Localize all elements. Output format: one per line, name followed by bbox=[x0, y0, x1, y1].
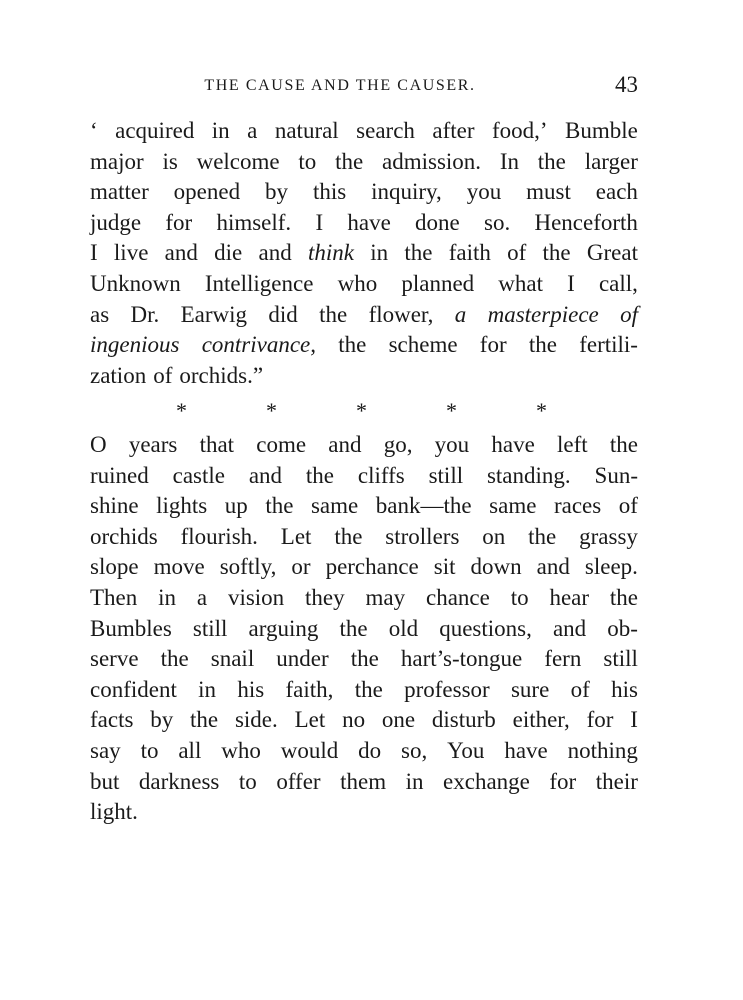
word: vision bbox=[227, 584, 285, 610]
word: as bbox=[90, 301, 110, 327]
word: say bbox=[90, 737, 121, 763]
word: castle bbox=[172, 462, 225, 488]
word: years bbox=[128, 432, 178, 457]
text-line bbox=[90, 300, 638, 331]
word: matter bbox=[90, 179, 149, 205]
word: who bbox=[221, 737, 261, 763]
word: think bbox=[307, 240, 354, 266]
separator-star: * bbox=[446, 398, 457, 423]
word: opened bbox=[173, 179, 241, 205]
word: search bbox=[356, 118, 415, 143]
word: Let bbox=[294, 707, 326, 733]
text-line bbox=[90, 238, 638, 269]
word: by bbox=[150, 707, 174, 733]
word: hart’s-tongue bbox=[400, 646, 523, 672]
text-line bbox=[90, 147, 638, 178]
word: fertili- bbox=[579, 332, 638, 358]
word: by bbox=[265, 179, 289, 205]
word: flourish. bbox=[180, 523, 258, 549]
separator-star: * bbox=[176, 398, 187, 423]
text-line bbox=[90, 583, 638, 614]
word: for bbox=[479, 332, 507, 358]
word: the bbox=[338, 332, 367, 358]
word: nothing bbox=[567, 737, 638, 763]
word: acquired bbox=[115, 118, 195, 143]
word: same bbox=[489, 493, 537, 519]
word: a bbox=[454, 301, 467, 327]
word: them bbox=[340, 768, 387, 794]
word: Bumble bbox=[565, 118, 638, 143]
word: have bbox=[347, 209, 391, 235]
word: You bbox=[447, 737, 485, 763]
word: serve bbox=[90, 646, 139, 672]
word: his bbox=[237, 676, 265, 702]
word: zation bbox=[90, 362, 147, 388]
word: Unknown bbox=[90, 270, 181, 296]
word: the bbox=[542, 240, 571, 266]
word: larger bbox=[584, 148, 638, 174]
word: orchids bbox=[90, 523, 158, 549]
word: in bbox=[211, 118, 230, 143]
paragraph-2 bbox=[90, 430, 638, 828]
word: to bbox=[298, 148, 317, 174]
word: slope bbox=[90, 554, 139, 580]
word: go, bbox=[383, 432, 413, 457]
text-line bbox=[90, 705, 638, 736]
word: races bbox=[553, 493, 602, 519]
word: the bbox=[305, 462, 335, 488]
word: the bbox=[528, 523, 557, 549]
word: and bbox=[552, 615, 587, 641]
word: in bbox=[198, 676, 217, 702]
word: a bbox=[196, 584, 208, 610]
word: for bbox=[586, 707, 614, 733]
word: food,’ bbox=[492, 118, 548, 143]
word: himself. bbox=[216, 209, 292, 235]
text-line bbox=[90, 614, 638, 645]
word: fern bbox=[544, 646, 582, 672]
word: to bbox=[238, 768, 257, 794]
text-line bbox=[90, 461, 638, 492]
section-separator bbox=[90, 396, 638, 426]
word: admission. bbox=[382, 148, 482, 174]
word: judge bbox=[90, 209, 142, 235]
word: In bbox=[499, 148, 519, 174]
text-line bbox=[90, 675, 638, 706]
word: so. bbox=[484, 209, 511, 235]
text-line bbox=[90, 330, 638, 361]
running-head bbox=[90, 73, 638, 99]
paragraph-1 bbox=[90, 116, 638, 391]
word: I bbox=[567, 270, 575, 296]
word: Dr. bbox=[130, 301, 160, 327]
text-line bbox=[90, 491, 638, 522]
word: Intelligence bbox=[204, 270, 314, 296]
word: you bbox=[434, 432, 470, 457]
word: orchids.” bbox=[179, 362, 264, 388]
word: in bbox=[405, 768, 424, 794]
separator-star: * bbox=[356, 398, 367, 423]
word: snail bbox=[210, 646, 255, 672]
word: who bbox=[337, 270, 378, 296]
word: call, bbox=[598, 270, 638, 296]
word: so, bbox=[401, 737, 428, 763]
word: I bbox=[90, 240, 98, 266]
word: the bbox=[160, 646, 189, 672]
word: down bbox=[470, 554, 522, 580]
page-number: 43 bbox=[615, 72, 638, 97]
separator-star: * bbox=[536, 398, 547, 423]
word: you bbox=[466, 179, 502, 205]
word: after bbox=[432, 118, 475, 143]
word: to bbox=[510, 584, 529, 610]
word: still bbox=[428, 462, 464, 488]
word: flower, bbox=[368, 301, 434, 327]
word: Let bbox=[280, 523, 312, 549]
word: their bbox=[595, 768, 638, 794]
word: ingenious bbox=[90, 332, 180, 358]
word: the bbox=[609, 584, 638, 610]
word: sleep. bbox=[584, 554, 638, 580]
word: masterpiece bbox=[487, 301, 599, 327]
word: bank—the bbox=[375, 493, 472, 519]
text-line bbox=[90, 644, 638, 675]
word: of bbox=[620, 301, 638, 327]
word: of bbox=[153, 362, 173, 388]
word: the bbox=[609, 432, 638, 457]
word: may bbox=[365, 584, 406, 610]
word: questions, bbox=[439, 615, 532, 641]
word: the bbox=[350, 646, 379, 672]
word: one bbox=[381, 707, 416, 733]
word: have bbox=[491, 432, 535, 457]
word: this bbox=[312, 179, 347, 205]
separator-star: * bbox=[266, 398, 277, 423]
word: sit bbox=[433, 554, 456, 580]
text-line bbox=[90, 767, 638, 798]
text-line bbox=[90, 552, 638, 583]
word: faith, bbox=[285, 676, 334, 702]
word: did bbox=[268, 301, 298, 327]
text-line bbox=[90, 177, 638, 208]
word: hear bbox=[549, 584, 590, 610]
word: the bbox=[334, 523, 363, 549]
word: planned bbox=[401, 270, 475, 296]
word: softly, bbox=[219, 554, 277, 580]
word: but bbox=[90, 768, 120, 794]
word: strollers bbox=[385, 523, 460, 549]
text-line bbox=[90, 208, 638, 239]
word: still bbox=[603, 646, 638, 672]
word: die bbox=[214, 240, 243, 266]
word: in bbox=[158, 584, 177, 610]
word: Bumbles bbox=[90, 615, 172, 641]
word: do bbox=[358, 737, 382, 763]
word: inquiry, bbox=[371, 179, 442, 205]
text-line bbox=[90, 430, 638, 461]
word: perchance bbox=[325, 554, 419, 580]
word: on bbox=[482, 523, 506, 549]
word: scheme bbox=[388, 332, 458, 358]
word: and bbox=[536, 554, 570, 580]
text-line bbox=[90, 736, 638, 767]
word: major bbox=[90, 148, 144, 174]
word: offer bbox=[276, 768, 321, 794]
word: professor bbox=[404, 676, 490, 702]
text-line bbox=[90, 116, 638, 147]
word: darkness bbox=[138, 768, 220, 794]
word: the bbox=[339, 615, 368, 641]
word: that bbox=[199, 432, 235, 457]
word: in bbox=[370, 240, 389, 266]
word: for bbox=[165, 209, 193, 235]
text-line bbox=[90, 797, 638, 828]
word: up bbox=[224, 493, 248, 519]
word: under bbox=[276, 646, 329, 672]
word: to bbox=[140, 737, 159, 763]
word: grassy bbox=[579, 523, 638, 549]
word: they bbox=[305, 584, 345, 610]
word: a bbox=[247, 118, 258, 143]
text-line bbox=[90, 269, 638, 300]
word: the bbox=[354, 676, 383, 702]
word: of bbox=[507, 240, 527, 266]
word: standing. bbox=[486, 462, 571, 488]
word: Earwig bbox=[180, 301, 248, 327]
word: sure bbox=[510, 676, 550, 702]
word: still bbox=[192, 615, 228, 641]
word: the bbox=[404, 240, 433, 266]
word: ruined bbox=[90, 462, 149, 488]
word: light. bbox=[90, 799, 138, 825]
word: is bbox=[162, 148, 178, 174]
text-line bbox=[90, 522, 638, 553]
word: Sun- bbox=[594, 462, 638, 488]
word: either, bbox=[512, 707, 570, 733]
word: for bbox=[549, 768, 577, 794]
word: same bbox=[310, 493, 359, 519]
word: ‘ bbox=[90, 118, 98, 143]
word: arguing bbox=[248, 615, 319, 641]
word: confident bbox=[90, 676, 177, 702]
word: old bbox=[388, 615, 419, 641]
word: Henceforth bbox=[534, 209, 638, 235]
word: and bbox=[258, 240, 292, 266]
word: the bbox=[528, 332, 557, 358]
word: have bbox=[504, 737, 548, 763]
word: come bbox=[256, 432, 307, 457]
word: his bbox=[611, 676, 638, 702]
word: and bbox=[328, 432, 362, 457]
word: contrivance, bbox=[201, 332, 317, 358]
word: of bbox=[618, 493, 638, 519]
word: the bbox=[190, 707, 219, 733]
word: the bbox=[537, 148, 566, 174]
word: chance bbox=[425, 584, 490, 610]
word: I bbox=[630, 707, 638, 733]
word: I bbox=[315, 209, 324, 235]
word: would bbox=[280, 737, 339, 763]
word: live bbox=[113, 240, 149, 266]
word: no bbox=[342, 707, 366, 733]
word: ob- bbox=[607, 615, 638, 641]
word: the bbox=[319, 301, 348, 327]
word: must bbox=[526, 179, 571, 205]
word: lights bbox=[156, 493, 208, 519]
word: natural bbox=[274, 118, 339, 143]
word: disturb bbox=[431, 707, 496, 733]
word: welcome bbox=[196, 148, 280, 174]
word: of bbox=[570, 676, 590, 702]
word: done bbox=[415, 209, 460, 235]
word: cliffs bbox=[357, 462, 405, 488]
word: facts bbox=[90, 707, 134, 733]
word: or bbox=[291, 554, 311, 580]
word: Great bbox=[586, 240, 638, 266]
word: shine bbox=[90, 493, 139, 519]
word: faith bbox=[448, 240, 491, 266]
word: each bbox=[595, 179, 638, 205]
word: the bbox=[335, 148, 364, 174]
word: Then bbox=[90, 584, 138, 610]
word: and bbox=[248, 462, 283, 488]
word: move bbox=[153, 554, 205, 580]
word: what bbox=[498, 270, 544, 296]
word: and bbox=[164, 240, 198, 266]
word: side. bbox=[234, 707, 278, 733]
word: exchange bbox=[443, 768, 530, 794]
running-title: THE CAUSE AND THE CAUSER. bbox=[204, 77, 476, 94]
word: left bbox=[556, 432, 588, 457]
word: O bbox=[90, 432, 107, 457]
text-line bbox=[90, 361, 638, 392]
word: the bbox=[265, 493, 294, 519]
word: all bbox=[178, 737, 202, 763]
